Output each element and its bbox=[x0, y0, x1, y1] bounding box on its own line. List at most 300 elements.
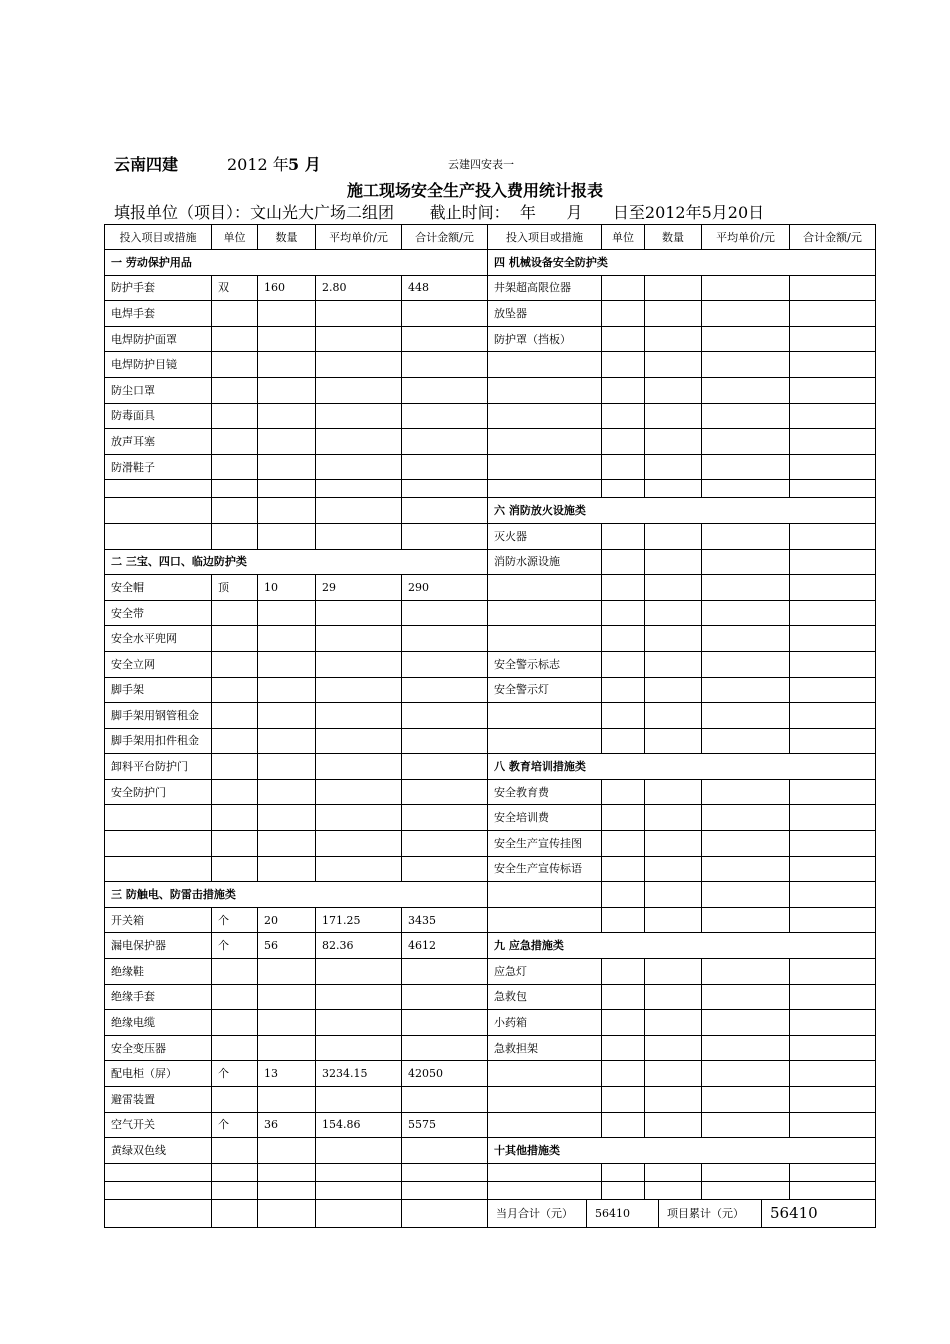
item-cell: 42050 bbox=[402, 1061, 488, 1087]
item-cell bbox=[402, 856, 488, 882]
item-cell bbox=[316, 728, 402, 754]
item-cell bbox=[790, 984, 876, 1010]
item-cell bbox=[258, 352, 316, 378]
item-name: 脚手架 bbox=[105, 677, 212, 703]
item-cell bbox=[702, 326, 790, 352]
item-cell bbox=[602, 1010, 645, 1036]
section-title-left: 三 防触电、防雷击措施类 bbox=[105, 882, 488, 908]
section-title-left: 二 三宝、四口、临边防护类 bbox=[105, 549, 488, 575]
report-year: 2012 年 bbox=[227, 155, 289, 174]
item-cell bbox=[212, 454, 258, 480]
item-cell bbox=[212, 1138, 258, 1164]
item-cell bbox=[790, 626, 876, 652]
table-row bbox=[105, 250, 876, 276]
column-header: 合计金额/元 bbox=[790, 225, 876, 250]
item-name: 电焊防护目镜 bbox=[105, 352, 212, 378]
item-cell bbox=[258, 1035, 316, 1061]
item-cell bbox=[258, 1163, 316, 1181]
item-name bbox=[488, 377, 602, 403]
item-cell: 56 bbox=[258, 933, 316, 959]
item-cell bbox=[702, 1061, 790, 1087]
item-name: 安全教育费 bbox=[488, 779, 602, 805]
item-cell bbox=[316, 498, 402, 524]
column-header: 平均单价/元 bbox=[316, 225, 402, 250]
item-cell bbox=[258, 959, 316, 985]
item-name: 安全水平兜网 bbox=[105, 626, 212, 652]
item-cell bbox=[212, 523, 258, 549]
item-cell bbox=[258, 1087, 316, 1113]
item-cell bbox=[702, 429, 790, 455]
item-cell bbox=[212, 831, 258, 857]
item-name: 安全带 bbox=[105, 600, 212, 626]
item-cell bbox=[316, 626, 402, 652]
item-cell bbox=[702, 805, 790, 831]
item-cell bbox=[212, 677, 258, 703]
item-cell bbox=[702, 1163, 790, 1181]
item-name: 绝缘手套 bbox=[105, 984, 212, 1010]
cost-table bbox=[104, 224, 876, 1228]
item-cell bbox=[790, 856, 876, 882]
item-cell bbox=[402, 805, 488, 831]
item-cell bbox=[316, 1138, 402, 1164]
item-cell bbox=[645, 301, 702, 327]
item-cell bbox=[645, 1181, 702, 1199]
item-name: 防毒面具 bbox=[105, 403, 212, 429]
item-cell bbox=[790, 429, 876, 455]
table-row bbox=[105, 1138, 876, 1164]
summary-row bbox=[105, 1199, 876, 1227]
item-cell bbox=[790, 352, 876, 378]
item-cell bbox=[602, 677, 645, 703]
item-cell bbox=[702, 1010, 790, 1036]
item-cell bbox=[702, 779, 790, 805]
item-name: 电焊手套 bbox=[105, 301, 212, 327]
item-cell bbox=[645, 480, 702, 498]
column-header: 数量 bbox=[645, 225, 702, 250]
page-title: 施工现场安全生产投入费用统计报表 bbox=[346, 181, 603, 200]
item-cell bbox=[316, 677, 402, 703]
item-cell: 3435 bbox=[402, 907, 488, 933]
item-cell bbox=[402, 754, 488, 780]
table-row bbox=[105, 352, 876, 378]
item-cell bbox=[258, 856, 316, 882]
item-name bbox=[488, 703, 602, 729]
item-cell bbox=[602, 575, 645, 601]
item-cell bbox=[702, 626, 790, 652]
item-name: 绝缘鞋 bbox=[105, 959, 212, 985]
item-name: 卸料平台防护门 bbox=[105, 754, 212, 780]
column-header: 平均单价/元 bbox=[702, 225, 790, 250]
item-cell bbox=[402, 600, 488, 626]
item-name bbox=[105, 1181, 212, 1199]
table-row bbox=[105, 882, 876, 908]
item-cell bbox=[645, 326, 702, 352]
item-cell bbox=[258, 429, 316, 455]
item-cell bbox=[645, 377, 702, 403]
item-cell bbox=[790, 677, 876, 703]
table-row bbox=[105, 626, 876, 652]
fill-label: 填报单位（项目）： bbox=[114, 203, 251, 222]
item-cell bbox=[645, 352, 702, 378]
item-cell bbox=[316, 301, 402, 327]
item-cell bbox=[402, 677, 488, 703]
item-cell bbox=[702, 403, 790, 429]
item-name: 急救包 bbox=[488, 984, 602, 1010]
item-cell bbox=[402, 1035, 488, 1061]
item-name bbox=[488, 1061, 602, 1087]
item-cell: 2.80 bbox=[316, 275, 402, 301]
item-name: 黄绿双色线 bbox=[105, 1138, 212, 1164]
item-cell bbox=[402, 1087, 488, 1113]
column-header: 投入项目或措施 bbox=[488, 225, 602, 250]
item-cell bbox=[316, 651, 402, 677]
item-cell bbox=[316, 1163, 402, 1181]
item-cell bbox=[212, 377, 258, 403]
table-row bbox=[105, 523, 876, 549]
item-cell bbox=[212, 984, 258, 1010]
item-cell bbox=[316, 1087, 402, 1113]
item-cell bbox=[402, 1138, 488, 1164]
item-cell bbox=[258, 728, 316, 754]
item-cell bbox=[316, 831, 402, 857]
item-cell bbox=[402, 377, 488, 403]
table-row bbox=[105, 1035, 876, 1061]
item-name bbox=[488, 907, 602, 933]
item-name bbox=[105, 856, 212, 882]
item-cell bbox=[316, 1181, 402, 1199]
item-cell bbox=[645, 728, 702, 754]
item-cell bbox=[702, 651, 790, 677]
item-cell bbox=[258, 779, 316, 805]
item-cell bbox=[645, 275, 702, 301]
item-cell: 4612 bbox=[402, 933, 488, 959]
item-cell: 36 bbox=[258, 1112, 316, 1138]
item-cell bbox=[645, 626, 702, 652]
item-cell bbox=[602, 377, 645, 403]
item-cell bbox=[258, 600, 316, 626]
column-header: 合计金额/元 bbox=[402, 225, 488, 250]
month-total-value: 56410 bbox=[587, 1200, 659, 1227]
item-cell bbox=[258, 403, 316, 429]
item-cell bbox=[602, 1181, 645, 1199]
item-cell bbox=[790, 1112, 876, 1138]
item-cell bbox=[602, 301, 645, 327]
item-cell bbox=[212, 1163, 258, 1181]
table-row bbox=[105, 754, 876, 780]
item-cell bbox=[602, 1061, 645, 1087]
item-cell bbox=[602, 403, 645, 429]
section-title-right: 六 消防放火设施类 bbox=[488, 498, 876, 524]
item-cell bbox=[790, 703, 876, 729]
item-cell bbox=[702, 677, 790, 703]
item-cell bbox=[790, 882, 876, 908]
item-cell bbox=[402, 523, 488, 549]
item-cell bbox=[790, 651, 876, 677]
item-cell bbox=[790, 275, 876, 301]
item-cell bbox=[645, 1112, 702, 1138]
item-cell bbox=[645, 454, 702, 480]
item-name: 避雷装置 bbox=[105, 1087, 212, 1113]
item-name: 开关箱 bbox=[105, 907, 212, 933]
item-cell bbox=[316, 779, 402, 805]
table-header-row bbox=[105, 225, 876, 250]
item-cell bbox=[645, 1163, 702, 1181]
item-cell bbox=[602, 959, 645, 985]
item-cell bbox=[645, 984, 702, 1010]
item-cell bbox=[645, 1035, 702, 1061]
item-cell bbox=[258, 831, 316, 857]
item-name: 防滑鞋子 bbox=[105, 454, 212, 480]
item-name: 脚手架用扣件租金 bbox=[105, 728, 212, 754]
item-cell bbox=[402, 1163, 488, 1181]
item-cell bbox=[402, 703, 488, 729]
item-name: 消防水源设施 bbox=[488, 549, 602, 575]
item-cell bbox=[316, 454, 402, 480]
item-cell bbox=[212, 480, 258, 498]
item-cell bbox=[602, 1163, 645, 1181]
item-cell: 双 bbox=[212, 275, 258, 301]
project-total-label: 项目累计（元） bbox=[659, 1200, 762, 1227]
item-cell bbox=[212, 1035, 258, 1061]
item-name: 安全警示灯 bbox=[488, 677, 602, 703]
item-cell bbox=[402, 728, 488, 754]
item-cell bbox=[258, 498, 316, 524]
item-cell: 个 bbox=[212, 907, 258, 933]
item-cell bbox=[316, 403, 402, 429]
item-cell bbox=[402, 984, 488, 1010]
item-cell bbox=[790, 600, 876, 626]
item-cell bbox=[702, 549, 790, 575]
item-cell bbox=[212, 728, 258, 754]
item-cell bbox=[645, 1061, 702, 1087]
item-name bbox=[105, 498, 212, 524]
item-cell bbox=[258, 1138, 316, 1164]
item-name: 灭火器 bbox=[488, 523, 602, 549]
item-cell bbox=[316, 856, 402, 882]
table-row bbox=[105, 377, 876, 403]
item-cell bbox=[702, 523, 790, 549]
table-row bbox=[105, 326, 876, 352]
item-name: 防尘口罩 bbox=[105, 377, 212, 403]
item-name: 安全警示标志 bbox=[488, 651, 602, 677]
item-cell bbox=[702, 831, 790, 857]
item-cell bbox=[645, 549, 702, 575]
section-title-right: 八 教育培训措施类 bbox=[488, 754, 876, 780]
item-cell bbox=[258, 1010, 316, 1036]
item-cell bbox=[316, 600, 402, 626]
item-cell bbox=[402, 831, 488, 857]
item-cell bbox=[402, 326, 488, 352]
item-cell bbox=[602, 856, 645, 882]
item-cell bbox=[602, 429, 645, 455]
table-row bbox=[105, 779, 876, 805]
item-cell bbox=[602, 326, 645, 352]
empty-cell bbox=[402, 1199, 488, 1227]
item-cell bbox=[645, 677, 702, 703]
item-cell bbox=[645, 651, 702, 677]
item-cell bbox=[645, 856, 702, 882]
item-cell bbox=[645, 523, 702, 549]
table-row bbox=[105, 959, 876, 985]
item-cell bbox=[790, 377, 876, 403]
item-name: 放坠器 bbox=[488, 301, 602, 327]
item-cell bbox=[790, 575, 876, 601]
item-name: 安全生产宣传标语 bbox=[488, 856, 602, 882]
item-cell bbox=[702, 856, 790, 882]
item-cell bbox=[602, 549, 645, 575]
table-row bbox=[105, 1112, 876, 1138]
item-cell: 3234.15 bbox=[316, 1061, 402, 1087]
item-cell: 448 bbox=[402, 275, 488, 301]
item-cell bbox=[316, 754, 402, 780]
item-cell: 10 bbox=[258, 575, 316, 601]
item-name bbox=[488, 575, 602, 601]
item-cell bbox=[645, 831, 702, 857]
item-name bbox=[488, 728, 602, 754]
item-cell bbox=[212, 1087, 258, 1113]
item-name: 安全帽 bbox=[105, 575, 212, 601]
item-cell: 个 bbox=[212, 1061, 258, 1087]
item-name bbox=[488, 1087, 602, 1113]
item-cell bbox=[212, 754, 258, 780]
item-cell bbox=[702, 352, 790, 378]
item-cell bbox=[645, 882, 702, 908]
table-row bbox=[105, 728, 876, 754]
item-cell bbox=[316, 1035, 402, 1061]
item-cell bbox=[316, 326, 402, 352]
item-cell bbox=[602, 523, 645, 549]
table-row bbox=[105, 301, 876, 327]
item-cell bbox=[258, 326, 316, 352]
item-cell bbox=[645, 959, 702, 985]
item-cell bbox=[258, 1181, 316, 1199]
table-row bbox=[105, 549, 876, 575]
column-header: 单位 bbox=[212, 225, 258, 250]
item-cell bbox=[258, 703, 316, 729]
item-cell bbox=[316, 480, 402, 498]
item-cell bbox=[212, 779, 258, 805]
item-name bbox=[105, 805, 212, 831]
section-title-right: 十其他措施类 bbox=[488, 1138, 876, 1164]
item-name: 绝缘电缆 bbox=[105, 1010, 212, 1036]
item-name bbox=[488, 1181, 602, 1199]
item-cell bbox=[645, 805, 702, 831]
item-cell bbox=[212, 301, 258, 327]
item-cell bbox=[790, 1087, 876, 1113]
item-cell bbox=[212, 626, 258, 652]
item-name bbox=[105, 1163, 212, 1181]
empty-cell bbox=[212, 1199, 258, 1227]
item-cell bbox=[602, 728, 645, 754]
item-cell bbox=[790, 454, 876, 480]
empty-cell bbox=[258, 1199, 316, 1227]
item-cell: 5575 bbox=[402, 1112, 488, 1138]
item-cell bbox=[790, 907, 876, 933]
item-name: 安全变压器 bbox=[105, 1035, 212, 1061]
item-cell bbox=[258, 626, 316, 652]
item-cell: 82.36 bbox=[316, 933, 402, 959]
item-name: 安全立网 bbox=[105, 651, 212, 677]
item-cell: 顶 bbox=[212, 575, 258, 601]
item-cell bbox=[645, 575, 702, 601]
column-header: 投入项目或措施 bbox=[105, 225, 212, 250]
item-cell bbox=[790, 480, 876, 498]
item-cell bbox=[602, 779, 645, 805]
item-cell bbox=[702, 301, 790, 327]
item-cell: 个 bbox=[212, 933, 258, 959]
item-cell bbox=[212, 429, 258, 455]
fill-line bbox=[114, 200, 764, 223]
item-name: 应急灯 bbox=[488, 959, 602, 985]
item-cell bbox=[790, 779, 876, 805]
item-cell bbox=[212, 600, 258, 626]
item-cell bbox=[702, 703, 790, 729]
table-row bbox=[105, 1181, 876, 1199]
item-cell bbox=[258, 377, 316, 403]
item-name bbox=[105, 480, 212, 498]
item-name bbox=[488, 352, 602, 378]
item-cell bbox=[702, 600, 790, 626]
item-cell bbox=[790, 326, 876, 352]
section-title-right: 九 应急措施类 bbox=[488, 933, 876, 959]
project-total-value: 56410 bbox=[770, 1203, 818, 1222]
item-cell bbox=[316, 984, 402, 1010]
item-cell bbox=[402, 480, 488, 498]
item-cell bbox=[316, 959, 402, 985]
table-row bbox=[105, 856, 876, 882]
item-cell bbox=[602, 805, 645, 831]
item-cell bbox=[702, 1112, 790, 1138]
item-cell bbox=[402, 352, 488, 378]
item-cell bbox=[212, 1010, 258, 1036]
column-header: 单位 bbox=[602, 225, 645, 250]
item-cell bbox=[602, 454, 645, 480]
item-cell bbox=[258, 754, 316, 780]
item-cell bbox=[645, 1010, 702, 1036]
item-name: 井架超高限位器 bbox=[488, 275, 602, 301]
item-name: 防护罩（挡板） bbox=[488, 326, 602, 352]
item-cell bbox=[402, 779, 488, 805]
item-cell bbox=[258, 480, 316, 498]
item-cell bbox=[212, 959, 258, 985]
item-cell bbox=[258, 301, 316, 327]
table-row bbox=[105, 454, 876, 480]
item-cell bbox=[790, 1035, 876, 1061]
item-cell bbox=[602, 651, 645, 677]
item-cell bbox=[702, 480, 790, 498]
item-name: 安全培训费 bbox=[488, 805, 602, 831]
table-row bbox=[105, 275, 876, 301]
form-number: 云建四安表一 bbox=[448, 158, 514, 171]
item-cell: 154.86 bbox=[316, 1112, 402, 1138]
item-cell: 13 bbox=[258, 1061, 316, 1087]
item-cell bbox=[702, 882, 790, 908]
item-cell bbox=[258, 805, 316, 831]
item-name bbox=[488, 1163, 602, 1181]
table-row bbox=[105, 498, 876, 524]
item-cell bbox=[402, 403, 488, 429]
item-cell bbox=[645, 1087, 702, 1113]
item-cell bbox=[790, 1010, 876, 1036]
table-row bbox=[105, 600, 876, 626]
item-cell bbox=[316, 703, 402, 729]
item-cell bbox=[402, 454, 488, 480]
item-cell bbox=[402, 651, 488, 677]
item-name: 脚手架用钢管租金 bbox=[105, 703, 212, 729]
item-cell bbox=[602, 600, 645, 626]
table-row bbox=[105, 1010, 876, 1036]
item-cell bbox=[645, 907, 702, 933]
